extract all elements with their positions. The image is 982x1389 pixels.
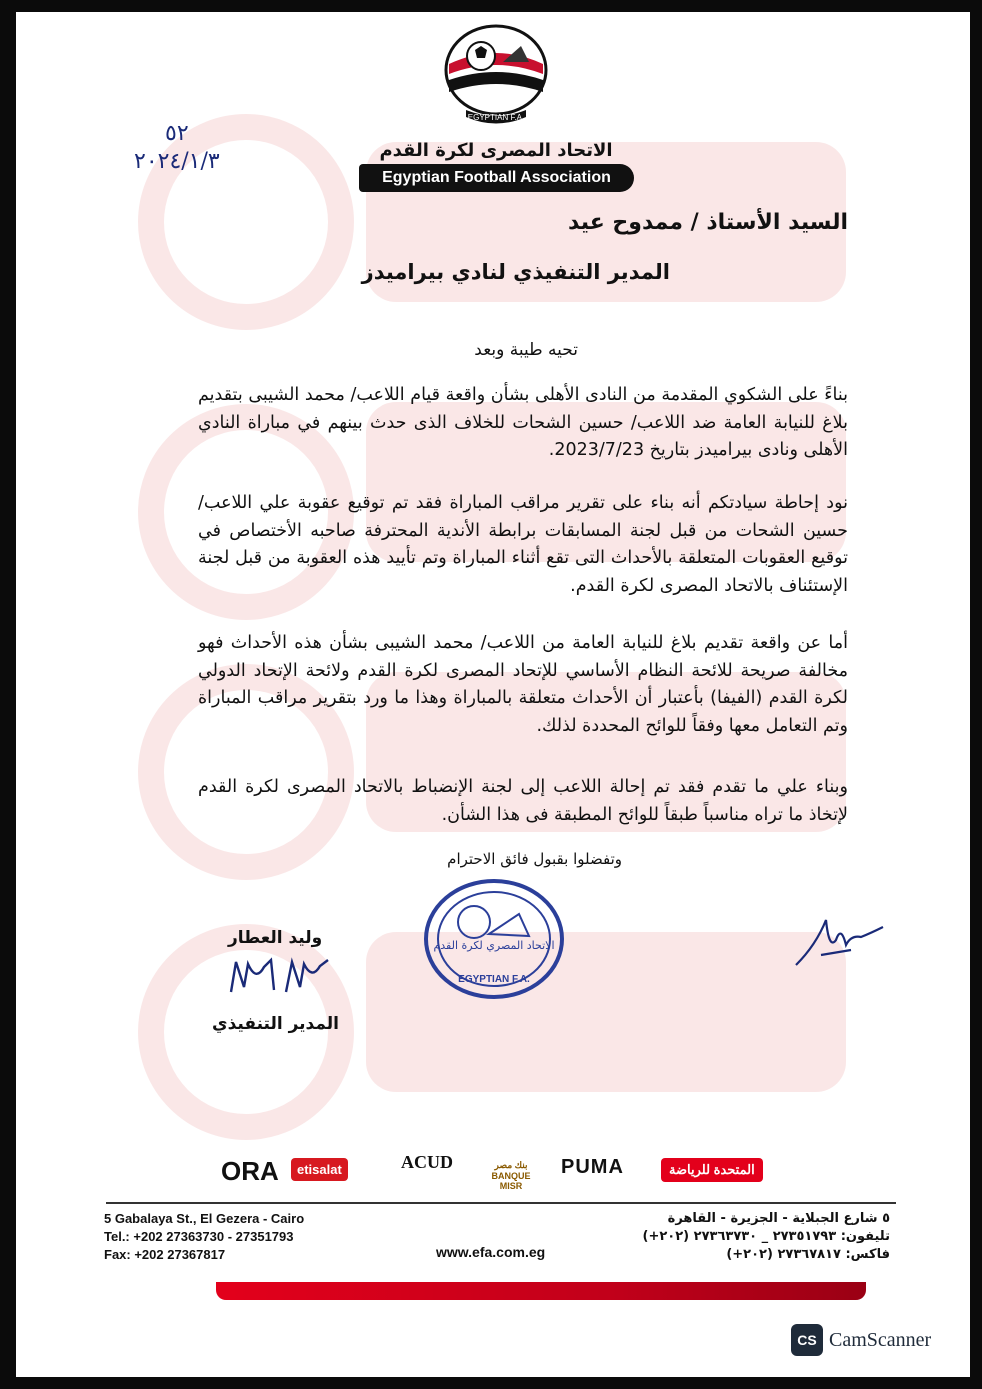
paragraph-4: وبناء علي ما تقدم فقد تم إحالة اللاعب إلى لجنة الإنضباط بالاتحاد المصرى لكرة القدم لإتخاذ ما تراه مناسباً طبقاً للوائح المطبقة فى هذا الشأن.: [198, 777, 848, 825]
stamp-text-ar: الاتحاد المصري لكرة القدم: [433, 939, 555, 952]
footer-red-bar: [216, 1282, 866, 1300]
recipient-line: السيد الأستاذ / ممدوح عيد: [568, 210, 848, 235]
efa-logo: [441, 22, 551, 132]
paragraph-2: نود إحاطة سيادتكم أنه بناء على تقرير مراقب المباراة فقد تم توقيع عقوبة علي اللاعب/ حسين الشحات من قبل لجنة المسابقات برابطة الأندية المحترفة صاحبه الأختصاص في توقيع العقوبات المتعلقة بالأحداث التى تقع أثناء المباراة وتم تأييد هذه العقوبة من قبل لجنة الإستئناف بالاتحاد المصرى لكرة القدم.: [198, 493, 848, 596]
paragraph-1: بناءً على الشكوي المقدمة من النادى الأهلى بشأن واقعة قيام اللاعب/ محمد الشيبى بتقديم بلاغ للنيابة العامة ضد اللاعب/ حسين الشحات للخلاف الذى حدث بينهم في مباراة النادي الأهلى ونادى بيراميدز بتاريخ 2023/7/23.: [198, 385, 848, 460]
footer-address-arabic: [643, 1210, 890, 1264]
recipient-position: المدير التنفيذي لنادي بيراميدز: [361, 260, 670, 284]
org-name-arabic: الاتحاد المصرى لكرة القدم: [379, 140, 613, 161]
sponsor-etisalat: etisalat: [291, 1158, 348, 1181]
greeting: تحيه طيبة وبعد: [474, 340, 578, 360]
letter-page: [16, 12, 970, 1377]
sponsors-strip: [221, 1152, 786, 1196]
handwritten-number: ٥٢: [165, 121, 189, 146]
paragraph-3: أما عن واقعة تقديم بلاغ للنيابة العامة من اللاعب/ محمد الشيبى بشأن هذه الأحداث فهو مخالفة صريحة للائحة النظام الأساسي للإتحاد المصرى لكرة القدم ولائحة الإتحاد الدولي لكرة القدم (الفيفا) بأعتبار أن الأحداث متعلقة بالمباراة وهذا ما ورد بتقرير مراقب المباراة وتم التعامل معها وفقاً للوائح المحددة لذلك.: [198, 633, 848, 736]
signatory-title: المدير التنفيذي: [212, 1014, 339, 1034]
address-fax-ar: فاكس: ٢٧٣٦٧٨١٧ (٢٠٢+): [726, 1247, 890, 1262]
sponsor-acud: ACUD: [401, 1152, 453, 1172]
handwritten-reference: [134, 120, 220, 176]
address-tel-ar: تليفون: ٢٧٣٥١٧٩٣ _ ٢٧٣٦٣٧٣٠ (٢٠٢+): [642, 1229, 890, 1244]
handwritten-signature-right: [791, 905, 891, 975]
address-tel-en: Tel.: +202 27363730 - 27351793: [104, 1229, 294, 1244]
sponsor-ora: ORA: [221, 1156, 279, 1186]
signatory-name: وليد العطار: [228, 928, 323, 948]
sponsor-united-sports: المتحدة للرياضة: [661, 1158, 763, 1182]
camscanner-watermark: [791, 1324, 931, 1356]
camscanner-label: CamScanner: [829, 1328, 932, 1351]
handwritten-date: ٢٠٢٤/١/٣: [134, 149, 220, 174]
camscanner-icon: CS: [791, 1324, 823, 1356]
footer-divider: [106, 1202, 896, 1204]
footer-address-english: [104, 1210, 304, 1264]
address-street-ar: ٥ شارع الجبلاية - الجزيرة - القاهرة: [667, 1211, 890, 1226]
address-street-en: 5 Gabalaya St., El Gezera - Cairo: [104, 1211, 305, 1226]
website-link[interactable]: www.efa.com.eg: [436, 1244, 546, 1260]
stamp-text-en: EGYPTIAN F.A.: [458, 974, 530, 985]
logo-text: EGYPTIAN F.A.: [467, 113, 525, 122]
address-fax-en: Fax: +202 27367817: [104, 1247, 226, 1262]
handwritten-signature-left: [226, 952, 336, 1002]
official-stamp: [419, 874, 569, 1004]
closing-line: وتفضلوا بقبول فائق الاحترام: [447, 850, 622, 868]
sponsor-banque-misr: بنك مصر BANQUE MISR: [491, 1160, 531, 1191]
sponsor-puma: PUMA: [561, 1156, 624, 1178]
org-name-english: Egyptian Football Association: [359, 164, 634, 192]
